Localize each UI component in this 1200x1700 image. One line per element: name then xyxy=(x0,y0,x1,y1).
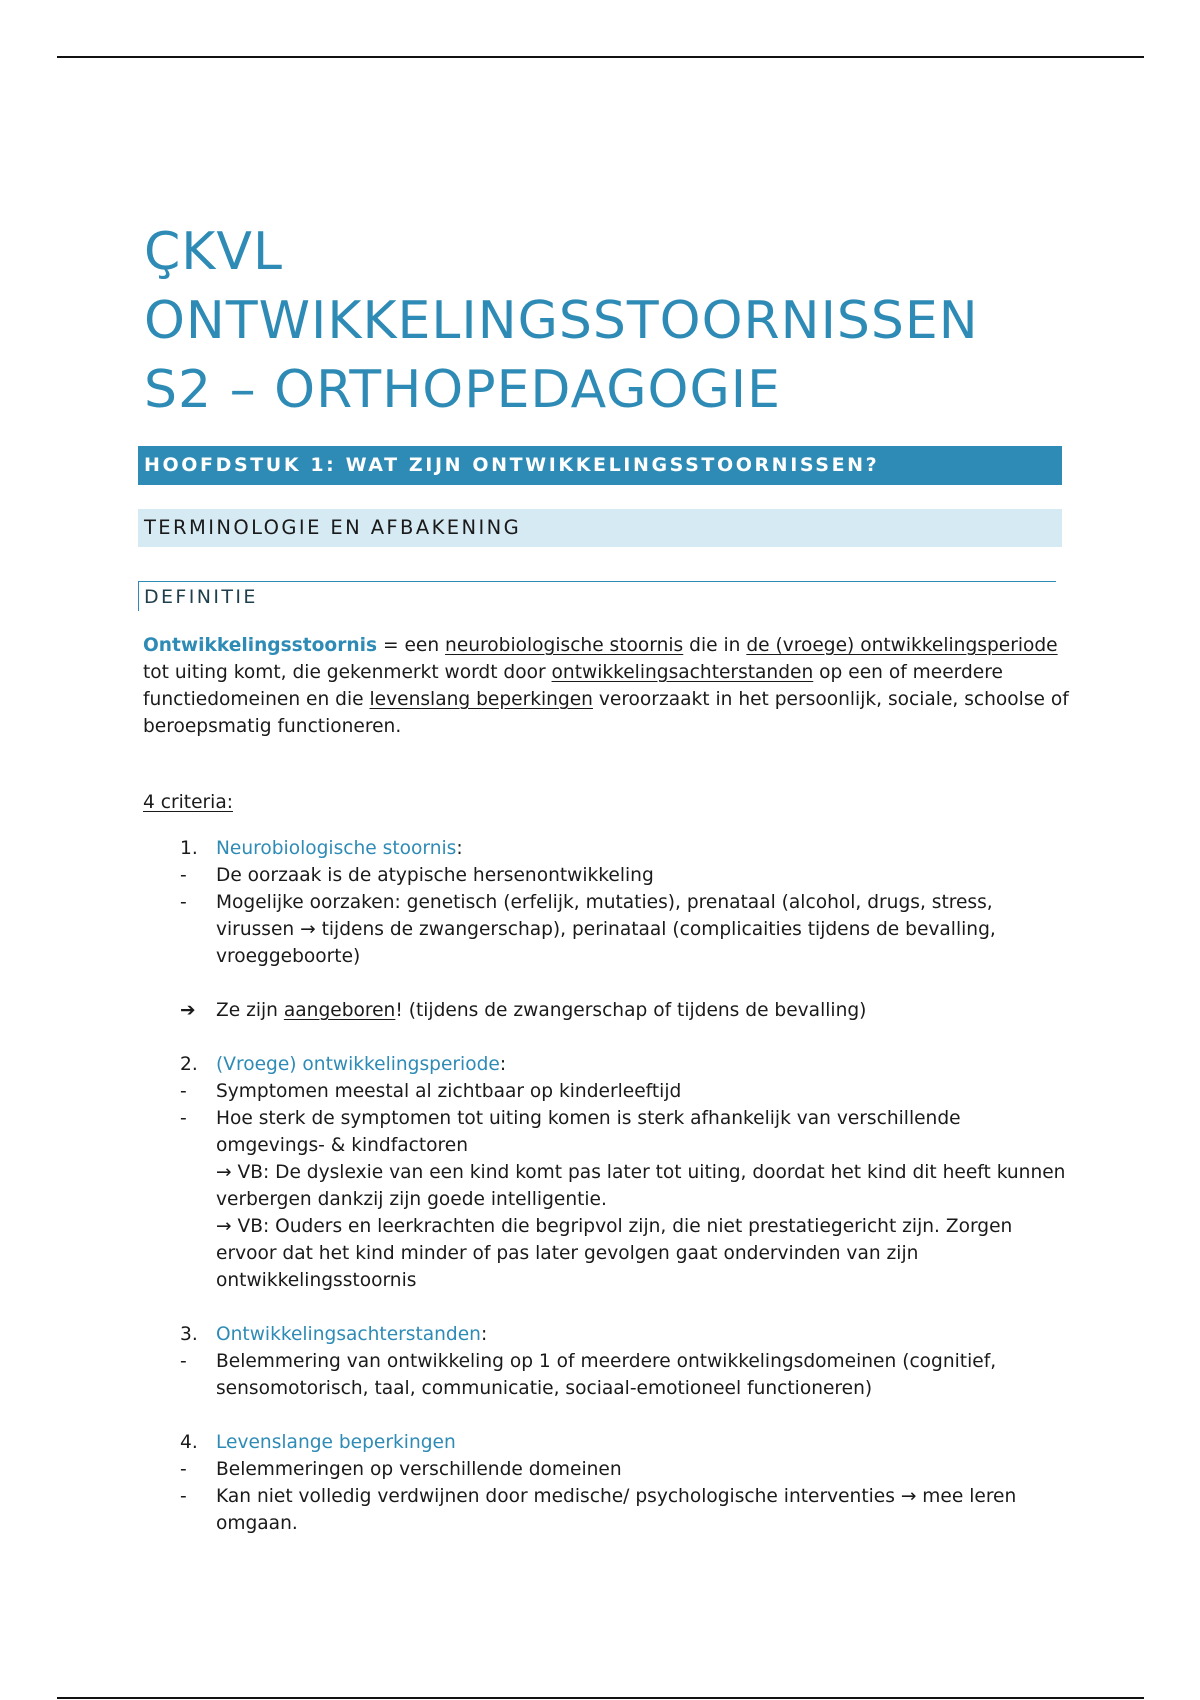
list-item-text: De oorzaak is de atypische hersenontwikkeling xyxy=(216,865,654,886)
criteria-list xyxy=(143,835,1073,1537)
criterion-number: 4. xyxy=(180,1432,198,1453)
subsection-heading: DEFINITIE xyxy=(138,581,1056,611)
definition-text-1: = een xyxy=(377,635,446,656)
arrow-note-underlined: aangeboren xyxy=(283,1000,396,1021)
criterion-heading xyxy=(143,835,1073,862)
criterion-number: 1. xyxy=(180,838,198,859)
list-item xyxy=(143,889,1073,970)
title-line-1: ÇKVL xyxy=(144,222,283,282)
criterion-suffix: : xyxy=(499,1054,507,1075)
top-rule xyxy=(57,56,1144,58)
dash-bullet: - xyxy=(180,1459,187,1480)
arrow-note-text-post: ! (tijdens de zwangerschap of tijdens de bevalling) xyxy=(395,1000,867,1021)
definition-underline-1: neurobiologische stoornis xyxy=(445,635,684,656)
example-note xyxy=(143,1159,1073,1213)
criterion-heading xyxy=(143,1321,1073,1348)
definition-underline-3: ontwikkelingsachterstanden xyxy=(551,662,814,683)
arrow-note-text-pre: Ze zijn xyxy=(216,1000,284,1021)
list-item xyxy=(143,1078,1073,1105)
list-item xyxy=(143,862,1073,889)
definition-text-2: die in xyxy=(683,635,747,656)
criterion-title: (Vroege) ontwikkelingsperiode xyxy=(216,1054,500,1075)
arrow-note xyxy=(143,997,1073,1024)
dash-bullet: - xyxy=(180,1081,187,1102)
dash-bullet: - xyxy=(180,1108,187,1129)
criterion-suffix: : xyxy=(456,838,463,859)
criteria-label: 4 criteria: xyxy=(143,792,233,813)
list-item-text: Belemmeringen op verschillende domeinen xyxy=(216,1459,622,1480)
list-item xyxy=(143,1483,1073,1537)
chapter-heading: HOOFDSTUK 1: WAT ZIJN ONTWIKKELINGSSTOORNISSEN? xyxy=(138,446,1062,485)
example-note xyxy=(143,1213,1073,1294)
list-item-text: Kan niet volledig verdwijnen door medische/ psychologische interventies → mee leren omgaan. xyxy=(216,1486,1017,1534)
dash-bullet: - xyxy=(180,1486,187,1507)
bottom-rule xyxy=(57,1697,1144,1699)
title-line-2: ONTWIKKELINGSSTOORNISSEN xyxy=(144,291,979,351)
example-text: → VB: Ouders en leerkrachten die begripvol zijn, die niet prestatiegericht zijn. Zorgen ervoor dat het kind minder of pas later gevolgen gaat ondervinden van zijn ontwikkelingsstoornis xyxy=(216,1216,1013,1291)
dash-bullet: - xyxy=(180,1351,187,1372)
criterion-number: 3. xyxy=(180,1324,198,1345)
definition-text-3: tot uiting komt, die gekenmerkt wordt door xyxy=(143,662,552,683)
dash-bullet: - xyxy=(180,865,187,886)
dash-bullet: - xyxy=(180,892,187,913)
example-text: → VB: De dyslexie van een kind komt pas later tot uiting, doordat het kind dit heeft kunnen verbergen dankzij zijn goede intelligentie. xyxy=(216,1162,1066,1210)
list-item xyxy=(143,1456,1073,1483)
list-item-text: Belemmering van ontwikkeling op 1 of meerdere ontwikkelingsdomeinen (cognitief, sensomotorisch, taal, communicatie, sociaal-emotioneel functioneren) xyxy=(216,1351,997,1399)
criterion-number: 2. xyxy=(180,1054,198,1075)
criterion-title: Levenslange beperkingen xyxy=(216,1432,456,1453)
definition-underline-4: levenslang beperkingen xyxy=(369,689,593,710)
document-title xyxy=(144,218,979,425)
arrow-icon: ➔ xyxy=(180,1000,196,1021)
criterion-title: Ontwikkelingsachterstanden xyxy=(216,1324,481,1345)
criterion-suffix: : xyxy=(480,1324,488,1345)
definition-term: Ontwikkelingsstoornis xyxy=(143,635,378,656)
definition-paragraph xyxy=(143,632,1073,740)
title-line-3: S2 – ORTHOPEDAGOGIE xyxy=(144,360,781,420)
list-item-text: Mogelijke oorzaken: genetisch (erfelijk, mutaties), prenataal (alcohol, drugs, stress, virussen → tijdens de zwangerschap), perinataal (complicaities tijdens de bevalling, vroeggeboorte) xyxy=(216,892,996,967)
list-item-text: Symptomen meestal al zichtbaar op kinderleeftijd xyxy=(216,1081,682,1102)
criterion-heading xyxy=(143,1051,1073,1078)
definition-text-5: veroorzaakt in het persoonlijk, sociale, schoolse of beroepsmatig functioneren. xyxy=(143,689,1069,737)
list-item xyxy=(143,1105,1073,1159)
section-heading: TERMINOLOGIE EN AFBAKENING xyxy=(138,509,1062,547)
list-item xyxy=(143,1348,1073,1402)
definition-underline-2: de (vroege) ontwikkelingsperiode xyxy=(746,635,1058,656)
list-item-text: Hoe sterk de symptomen tot uiting komen is sterk afhankelijk van verschillende omgevings- & kindfactoren xyxy=(216,1108,961,1156)
criterion-heading xyxy=(143,1429,1073,1456)
definition-text-4: op een of meerdere functiedomeinen en die xyxy=(143,662,1003,710)
criterion-title: Neurobiologische stoornis xyxy=(216,838,457,859)
